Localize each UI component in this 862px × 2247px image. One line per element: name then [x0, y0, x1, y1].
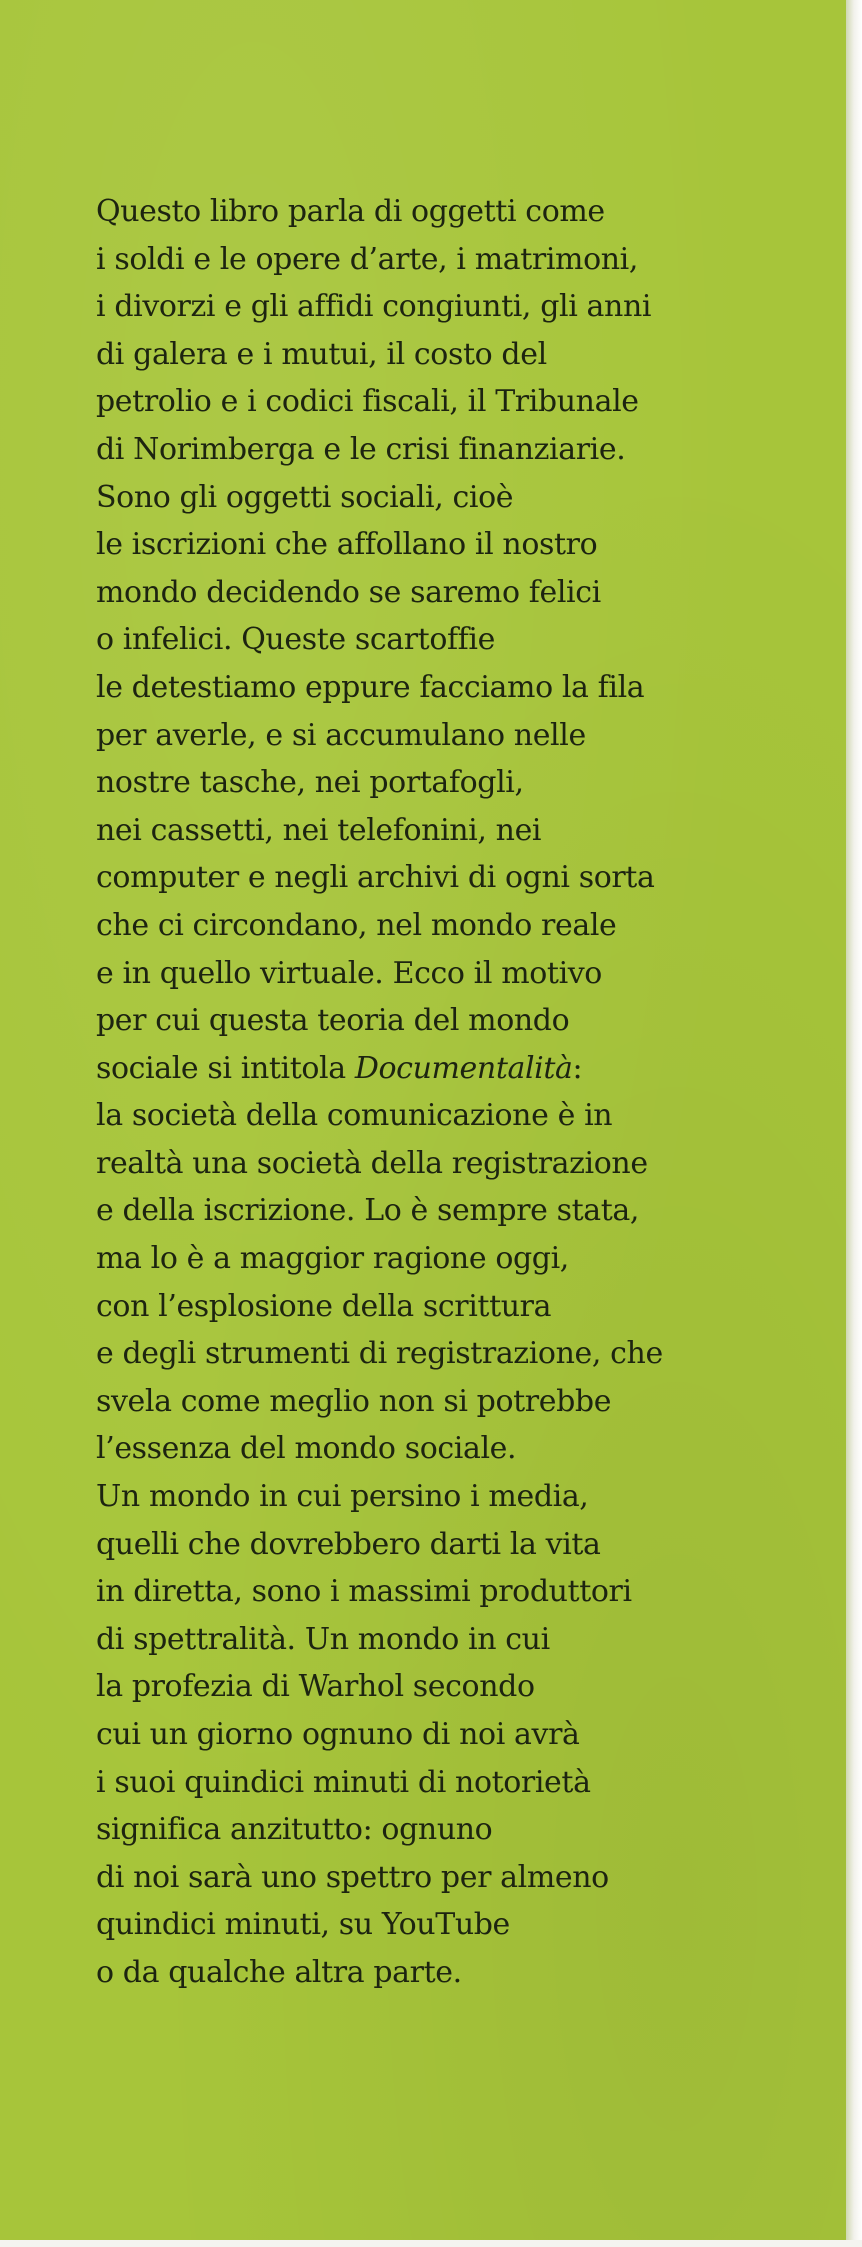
blurb-line: le iscrizioni che affollano il nostro — [96, 527, 598, 563]
blurb-line: di noi sarà uno spettro per almeno — [96, 1859, 609, 1895]
blurb-line: di galera e i mutui, il costo del — [96, 336, 547, 372]
blurb-line: e della iscrizione. Lo è sempre stata, — [96, 1193, 640, 1229]
blurb-line: Sono gli oggetti sociali, cioè — [96, 479, 514, 515]
blurb-line: per cui questa teoria del mondo — [96, 1003, 570, 1039]
blurb-line: che ci circondano, nel mondo reale — [96, 907, 617, 943]
blurb-line: ma lo è a maggior ragione oggi, — [96, 1241, 569, 1277]
page-edge-bottom — [0, 2240, 862, 2247]
blurb-line: svela come meglio non si potrebbe — [96, 1383, 612, 1419]
blurb-line: con l’esplosione della scrittura — [96, 1288, 552, 1324]
blurb-line: cui un giorno ognuno di noi avrà — [96, 1717, 580, 1752]
blurb-line: la profezia di Warhol secondo — [96, 1669, 535, 1705]
blurb-line: e in quello virtuale. Ecco il motivo — [96, 955, 602, 991]
blurb-line: Questo libro parla di oggetti come — [96, 194, 605, 229]
blurb-line: realtà una società della registrazione — [96, 1145, 648, 1181]
blurb-text — [96, 188, 796, 1997]
blurb-line: i divorzi e gli affidi congiunti, gli anni — [96, 289, 652, 325]
blurb-line: i soldi e le opere d’arte, i matrimoni, — [96, 241, 639, 277]
blurb-line: mondo decidendo se saremo felici — [96, 574, 601, 610]
blurb-line: nostre tasche, nei portafogli, — [96, 765, 524, 801]
book-title-italic: Documentalità — [354, 1050, 573, 1086]
blurb-line: e degli strumenti di registrazione, che — [96, 1336, 663, 1372]
blurb-line: di Norimberga e le crisi finanziarie. — [96, 431, 626, 467]
page-edge-right — [846, 0, 862, 2247]
blurb-line: l’essenza del mondo sociale. — [96, 1431, 517, 1467]
blurb-line-title — [96, 1045, 796, 1093]
blurb-line: la società della comunicazione è in — [96, 1098, 613, 1134]
blurb-line: petrolio e i codici fiscali, il Tribunale — [96, 384, 639, 420]
blurb-line-pre: sociale si intitola — [96, 1050, 355, 1086]
blurb-line: in diretta, sono i massimi produttori — [96, 1574, 632, 1610]
blurb-line: nei cassetti, nei telefonini, nei — [96, 812, 542, 848]
blurb-line: i suoi quindici minuti di notorietà — [96, 1764, 591, 1800]
blurb-line: o da qualche altra parte. — [96, 1954, 462, 1990]
blurb-line: quelli che dovrebbero darti la vita — [96, 1526, 601, 1562]
blurb-line: significa anzitutto: ognuno — [96, 1812, 493, 1848]
blurb-line: per averle, e si accumulano nelle — [96, 717, 586, 753]
blurb-line: Un mondo in cui persino i media, — [96, 1479, 589, 1515]
blurb-line: di spettralità. Un mondo in cui — [96, 1621, 550, 1657]
blurb-line: quindici minuti, su YouTube — [96, 1907, 510, 1943]
blurb-line: o infelici. Queste scartoffie — [96, 622, 495, 658]
blurb-line: computer e negli archivi di ogni sorta — [96, 860, 655, 896]
blurb-line-post: : — [572, 1050, 583, 1086]
blurb-line: le detestiamo eppure facciamo la fila — [96, 669, 645, 705]
